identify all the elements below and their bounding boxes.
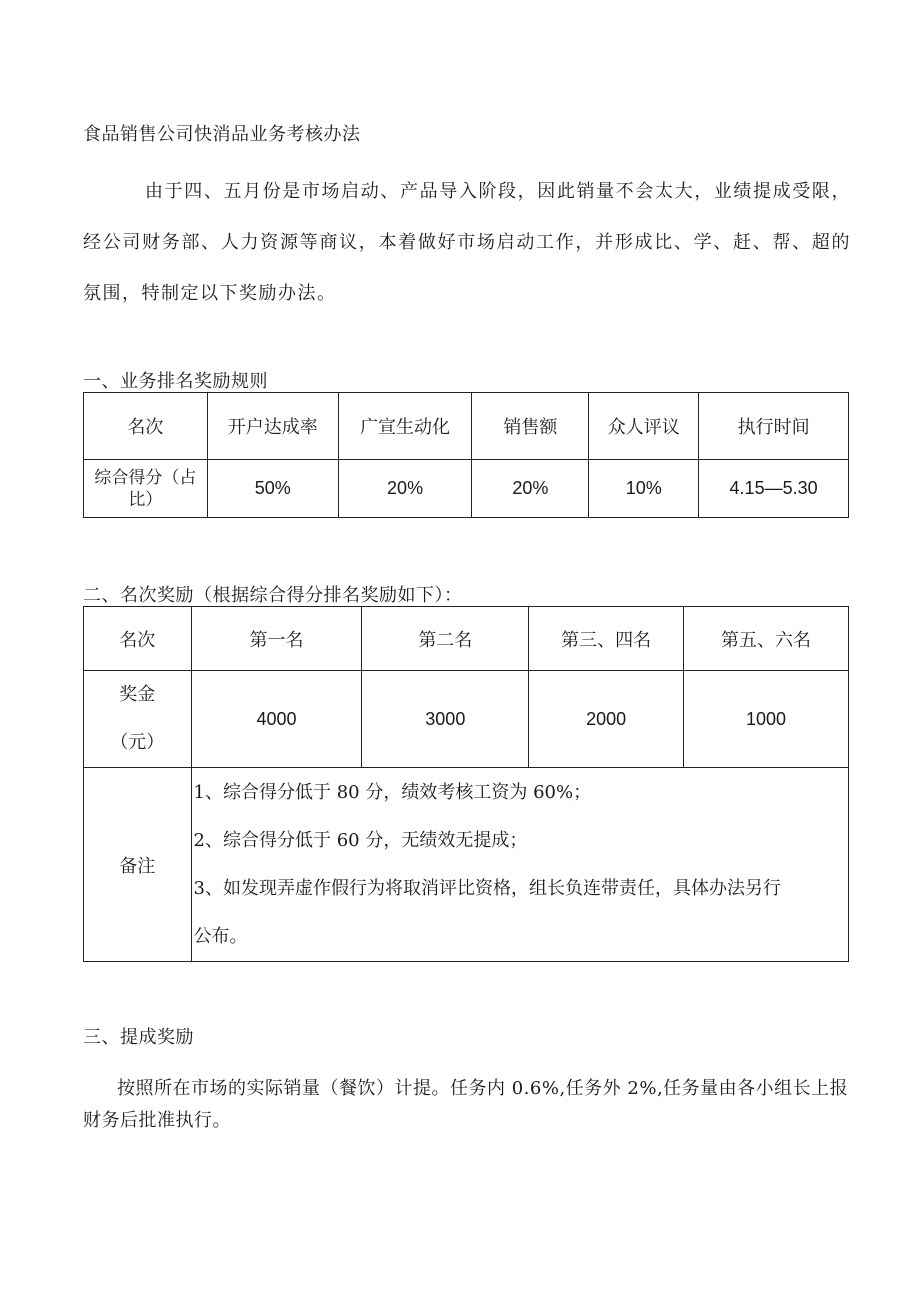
header-cell: 销售额 [472,393,589,460]
section3-heading: 三、提成奖励 [83,1027,194,1048]
header-cell: 名次 [84,607,192,671]
row-label-cell: 综合得分（占比） [84,460,208,518]
bonus-label: 奖金 [119,684,156,705]
note-line: 2、综合得分低于 60 分，无绩效无提成； [193,829,528,851]
bonus-cell: 4000 [191,671,362,768]
table-header-row [84,393,849,460]
table-header-row [84,607,849,671]
bonus-cell: 1000 [684,671,849,768]
header-cell: 第三、四名 [529,607,684,671]
table-row [84,768,849,962]
header-cell: 第一名 [191,607,362,671]
weight-cell: 20% [338,460,472,518]
bonus-label-cell [84,671,192,768]
section2-heading: 二、名次奖励（根据综合得分排名奖励如下）： [83,585,463,606]
note-line: 1、综合得分低于 80 分，绩效考核工资为 60%； [193,781,592,803]
commission-paragraph: 按照所在市场的实际销量（餐饮）计提。任务内 0.6%,任务外 2%,任务量由各小组长上报财务后批准执行。 [83,1078,849,1131]
header-cell: 众人评议 [589,393,699,460]
header-cell: 第二名 [362,607,529,671]
period-cell: 4.15—5.30 [699,460,849,518]
header-cell: 名次 [84,393,208,460]
note-line: 3、如发现弄虚作假行为将取消评比资格，组长负连带责任，具体办法另行 [193,877,781,899]
weight-cell: 20% [472,460,589,518]
note-line: 公布。 [193,925,248,947]
header-cell: 广宣生动化 [338,393,472,460]
header-cell: 执行时间 [699,393,849,460]
weight-cell: 10% [589,460,699,518]
table-row [84,460,849,518]
intro-paragraph: 由于四、五月份是市场启动、产品导入阶段，因此销量不会太大，业绩提成受限，经公司财务部、人力资源等商议，本着做好市场启动工作，并形成比、学、赶、帮、超的氛围，特制定以下奖励办法。 [83,181,851,304]
section1-heading: 一、业务排名奖励规则 [83,371,268,392]
weight-cell: 50% [207,460,338,518]
document-title: 食品销售公司快消品业务考核办法 [83,124,361,145]
header-cell: 第五、六名 [684,607,849,671]
rank-bonus-table [83,606,849,962]
notes-cell [191,768,848,962]
bonus-cell: 2000 [529,671,684,768]
ranking-rules-table [83,392,849,518]
notes-label-cell: 备注 [84,768,192,962]
header-cell: 开户达成率 [207,393,338,460]
table-row [84,671,849,768]
bonus-unit: （元） [110,732,165,753]
bonus-cell: 3000 [362,671,529,768]
